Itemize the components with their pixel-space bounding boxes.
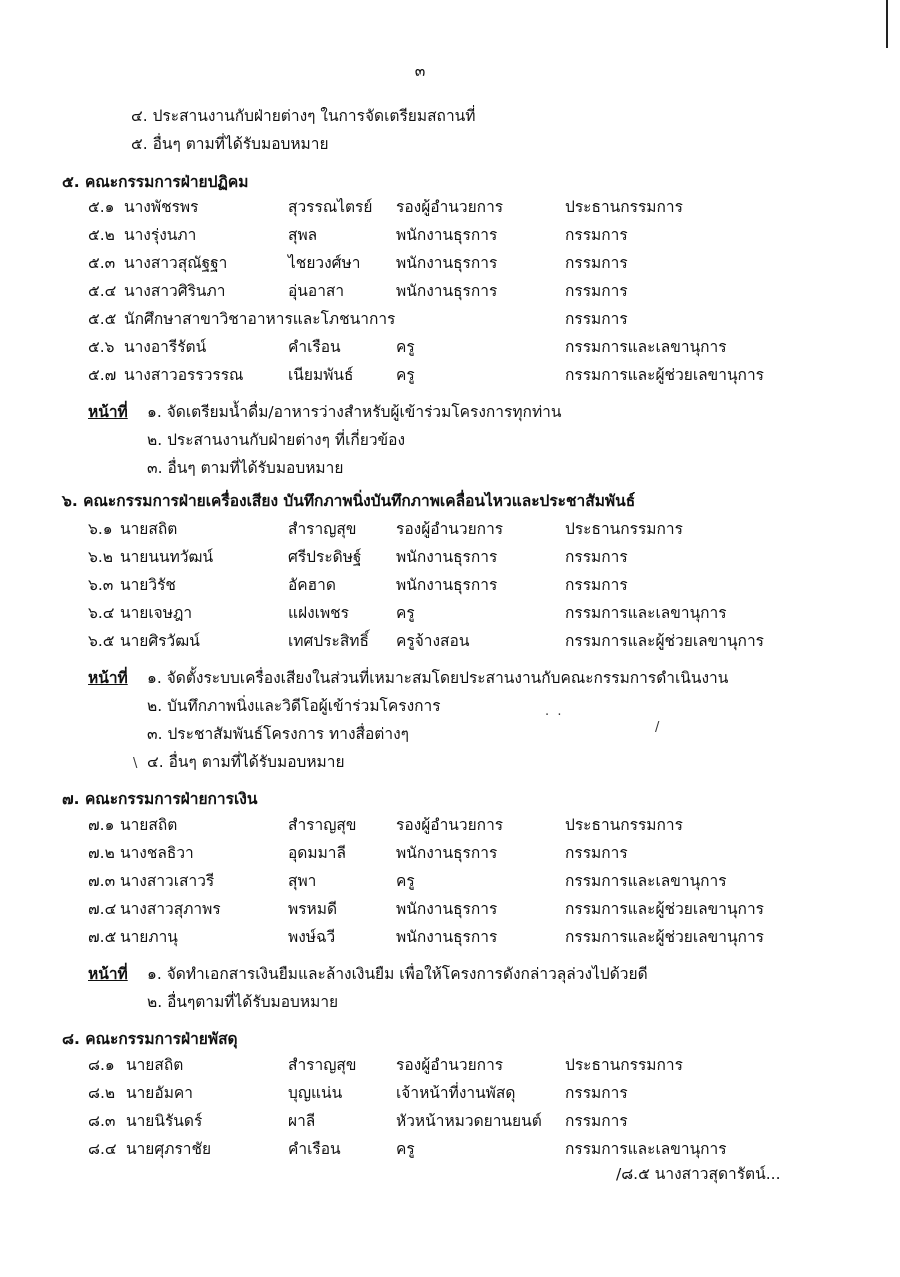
member-position: หัวหน้าหมวดยานยนต์ xyxy=(396,1112,542,1130)
section-heading: ๘. คณะกรรมการฝ่ายพัสดุ xyxy=(62,1030,238,1048)
member-surname: แฝงเพชร xyxy=(288,604,350,622)
member-name: นางอารีรัตน์ xyxy=(124,338,207,356)
member-position: พนักงานธุรการ xyxy=(396,928,498,946)
member-row xyxy=(0,225,900,247)
member-row xyxy=(0,575,900,597)
member-number: ๕.๓ xyxy=(88,254,116,272)
member-name: นางพัชรพร xyxy=(124,198,199,216)
member-name: นักศึกษาสาขาวิชาอาหารและโภชนาการ xyxy=(124,310,396,328)
member-row xyxy=(0,519,900,541)
member-surname: คำเรือน xyxy=(288,338,341,356)
scan-edge-line xyxy=(886,0,888,48)
duty-label: หน้าที่ xyxy=(88,669,128,687)
member-name: นางสาวสุภาพร xyxy=(120,900,221,918)
member-number: ๘.๔ xyxy=(88,1140,117,1158)
member-position: รองผู้อำนวยการ xyxy=(396,1056,504,1074)
member-surname: คำเรือน xyxy=(288,1140,341,1158)
stray-dots: · · xyxy=(545,708,562,723)
member-name: นางสาวสุณัฐฐา xyxy=(124,254,228,272)
member-surname: สำราญสุข xyxy=(288,520,357,538)
member-role: กรรมการ xyxy=(565,576,628,594)
duty-item: ๔. อื่นๆ ตามที่ได้รับมอบหมาย xyxy=(147,753,345,771)
member-number: ๗.๓ xyxy=(88,872,116,890)
member-role: กรรมการและผู้ช่วยเลขานุการ xyxy=(565,632,764,650)
member-position: ครู xyxy=(396,338,415,356)
member-row xyxy=(0,1083,900,1105)
member-name: นายเจษฎา xyxy=(120,604,193,622)
member-surname: พรหมดี xyxy=(288,900,338,918)
member-row xyxy=(0,1055,900,1077)
member-row xyxy=(0,1139,900,1161)
member-surname: ศรีประดิษฐ์ xyxy=(288,548,362,566)
member-role: กรรมการ xyxy=(565,1112,628,1130)
member-surname: พงษ์ฉวี xyxy=(288,928,336,946)
member-name: นายวิรัช xyxy=(120,576,176,594)
top-item-4: ๔. ประสานงานกับฝ่ายต่างๆ ในการจัดเตรียมสถานที่ xyxy=(131,107,476,125)
member-row xyxy=(0,843,900,865)
member-name: นายสถิต xyxy=(120,816,178,834)
member-name: นายภานุ xyxy=(120,928,178,946)
member-row xyxy=(0,365,900,387)
page-number: ๓ xyxy=(414,62,426,80)
member-name: นายนิรันดร์ xyxy=(126,1112,203,1130)
member-row xyxy=(0,547,900,569)
member-surname: สุวรรณไตรย์ xyxy=(288,198,373,216)
member-number: ๘.๒ xyxy=(88,1084,116,1102)
member-role: กรรมการและผู้ช่วยเลขานุการ xyxy=(565,366,764,384)
member-row xyxy=(0,927,900,949)
member-number: ๕.๑ xyxy=(88,198,115,216)
member-role: กรรมการและผู้ช่วยเลขานุการ xyxy=(565,900,764,918)
member-row xyxy=(0,281,900,303)
member-position: ครูจ้างสอน xyxy=(396,632,470,650)
member-number: ๖.๔ xyxy=(88,604,115,622)
top-item-5: ๕. อื่นๆ ตามที่ได้รับมอบหมาย xyxy=(131,135,329,153)
member-surname: สุพล xyxy=(288,226,318,244)
member-role: กรรมการ xyxy=(565,282,628,300)
member-position: เจ้าหน้าที่งานพัสดุ xyxy=(396,1084,516,1102)
member-role: กรรมการและเลขานุการ xyxy=(565,604,727,622)
duty-item: ๒. บันทึกภาพนิ่งและวิดีโอผู้เข้าร่วมโครงการ xyxy=(147,697,441,715)
member-name: นางสาวเสาวรี xyxy=(120,872,215,890)
continuation-note: /๘.๕ นางสาวสุดารัตน์... xyxy=(616,1165,781,1183)
member-position: พนักงานธุรการ xyxy=(396,282,498,300)
member-row xyxy=(0,337,900,359)
member-name: นางชลธิวา xyxy=(120,844,194,862)
duty-item: ๓. ประชาสัมพันธ์โครงการ ทางสื่อต่างๆ xyxy=(147,725,409,743)
member-number: ๘.๑ xyxy=(88,1056,115,1074)
duty-label: หน้าที่ xyxy=(88,403,128,421)
section-heading: ๗. คณะกรรมการฝ่ายการเงิน xyxy=(62,790,258,808)
duty-label: หน้าที่ xyxy=(88,965,128,983)
member-surname: บุญแน่น xyxy=(288,1084,343,1102)
member-name: นายอัมคา xyxy=(126,1084,193,1102)
member-position: รองผู้อำนวยการ xyxy=(396,198,504,216)
member-role: กรรมการ xyxy=(565,226,628,244)
member-position: พนักงานธุรการ xyxy=(396,844,498,862)
member-role: กรรมการ xyxy=(565,548,628,566)
member-position: พนักงานธุรการ xyxy=(396,900,498,918)
member-role: กรรมการ xyxy=(565,310,628,328)
member-number: ๕.๖ xyxy=(88,338,115,356)
member-name: นายนนทวัฒน์ xyxy=(120,548,214,566)
member-role: กรรมการและผู้ช่วยเลขานุการ xyxy=(565,928,764,946)
member-surname: เทศประสิทธิ์ xyxy=(288,632,369,650)
member-number: ๖.๓ xyxy=(88,576,114,594)
member-position: ครู xyxy=(396,872,415,890)
member-number: ๕.๕ xyxy=(88,310,117,328)
duty-item: ๑. จัดทำเอกสารเงินยืมและล้างเงินยืม เพื่อให้โครงการดังกล่าวลุล่วงไปด้วยดี xyxy=(147,965,648,983)
member-name: นางรุ่งนภา xyxy=(124,226,197,244)
member-role: กรรมการและเลขานุการ xyxy=(565,872,727,890)
member-role: กรรมการและเลขานุการ xyxy=(565,338,727,356)
member-number: ๕.๗ xyxy=(88,366,117,384)
member-position: รองผู้อำนวยการ xyxy=(396,520,504,538)
member-surname: เนียมพันธ์ xyxy=(288,366,354,384)
member-number: ๗.๕ xyxy=(88,928,117,946)
member-number: ๖.๕ xyxy=(88,632,115,650)
member-row xyxy=(0,871,900,893)
member-name: นางสาวศิรินภา xyxy=(124,282,226,300)
member-row xyxy=(0,1111,900,1133)
handwritten-tick: \ xyxy=(133,756,138,771)
member-number: ๖.๑ xyxy=(88,520,113,538)
duty-item: ๒. อื่นๆตามที่ได้รับมอบหมาย xyxy=(147,993,339,1011)
section-heading: ๖. คณะกรรมการฝ่ายเครื่องเสียง บันทึกภาพนิ่งบันทึกภาพเคลื่อนไหวและประชาสัมพันธ์ xyxy=(62,492,636,510)
member-number: ๗.๑ xyxy=(88,816,115,834)
member-name: นายศุภราชัย xyxy=(126,1140,212,1158)
member-name: นายสถิต xyxy=(120,520,178,538)
member-row xyxy=(0,253,900,275)
member-name: นายสถิต xyxy=(126,1056,184,1074)
member-role: กรรมการและเลขานุการ xyxy=(565,1140,727,1158)
member-position: ครู xyxy=(396,366,415,384)
member-surname: อุดมมาลี xyxy=(288,844,347,862)
member-row xyxy=(0,815,900,837)
member-role: ประธานกรรมการ xyxy=(565,520,683,538)
section-heading: ๕. คณะกรรมการฝ่ายปฏิคม xyxy=(62,173,249,191)
member-position: พนักงานธุรการ xyxy=(396,548,498,566)
member-role: ประธานกรรมการ xyxy=(565,816,683,834)
member-row xyxy=(0,899,900,921)
member-role: กรรมการ xyxy=(565,1084,628,1102)
member-position: พนักงานธุรการ xyxy=(396,226,498,244)
member-row xyxy=(0,631,900,653)
member-number: ๖.๒ xyxy=(88,548,113,566)
member-number: ๗.๒ xyxy=(88,844,115,862)
member-row xyxy=(0,197,900,219)
member-surname: ผาลี xyxy=(288,1112,316,1130)
member-role: ประธานกรรมการ xyxy=(565,198,683,216)
member-position: รองผู้อำนวยการ xyxy=(396,816,504,834)
member-surname: สุพา xyxy=(288,872,317,890)
member-number: ๕.๔ xyxy=(88,282,117,300)
member-role: ประธานกรรมการ xyxy=(565,1056,683,1074)
member-number: ๗.๔ xyxy=(88,900,117,918)
member-surname: สำราญสุข xyxy=(288,816,357,834)
member-surname: สำราญสุข xyxy=(288,1056,357,1074)
duty-item: ๒. ประสานงานกับฝ่ายต่างๆ ที่เกี่ยวข้อง xyxy=(147,431,406,449)
member-role: กรรมการ xyxy=(565,254,628,272)
member-number: ๕.๒ xyxy=(88,226,115,244)
member-name: นางสาวอรรวรรณ xyxy=(124,366,244,384)
member-position: พนักงานธุรการ xyxy=(396,576,498,594)
member-name: นายศิรวัฒน์ xyxy=(120,632,200,650)
member-position: ครู xyxy=(396,604,415,622)
member-role: กรรมการ xyxy=(565,844,628,862)
member-number: ๘.๓ xyxy=(88,1112,116,1130)
member-surname: ไชยวงศ์ษา xyxy=(288,254,361,272)
member-position: พนักงานธุรการ xyxy=(396,254,498,272)
member-surname: อัคฮาด xyxy=(288,576,336,594)
member-row xyxy=(0,309,900,331)
duty-item: ๑. จัดตั้งระบบเครื่องเสียงในส่วนที่เหมาะสมโดยประสานงานกับคณะกรรมการดำเนินงาน xyxy=(147,669,729,687)
member-row xyxy=(0,603,900,625)
stray-slash: / xyxy=(655,720,660,735)
member-position: ครู xyxy=(396,1140,415,1158)
duty-item: ๓. อื่นๆ ตามที่ได้รับมอบหมาย xyxy=(147,459,344,477)
duty-item: ๑. จัดเตรียมน้ำดื่ม/อาหารว่างสำหรับผู้เข้าร่วมโครงการทุกท่าน xyxy=(147,403,562,421)
member-surname: อุ่นอาสา xyxy=(288,282,345,300)
